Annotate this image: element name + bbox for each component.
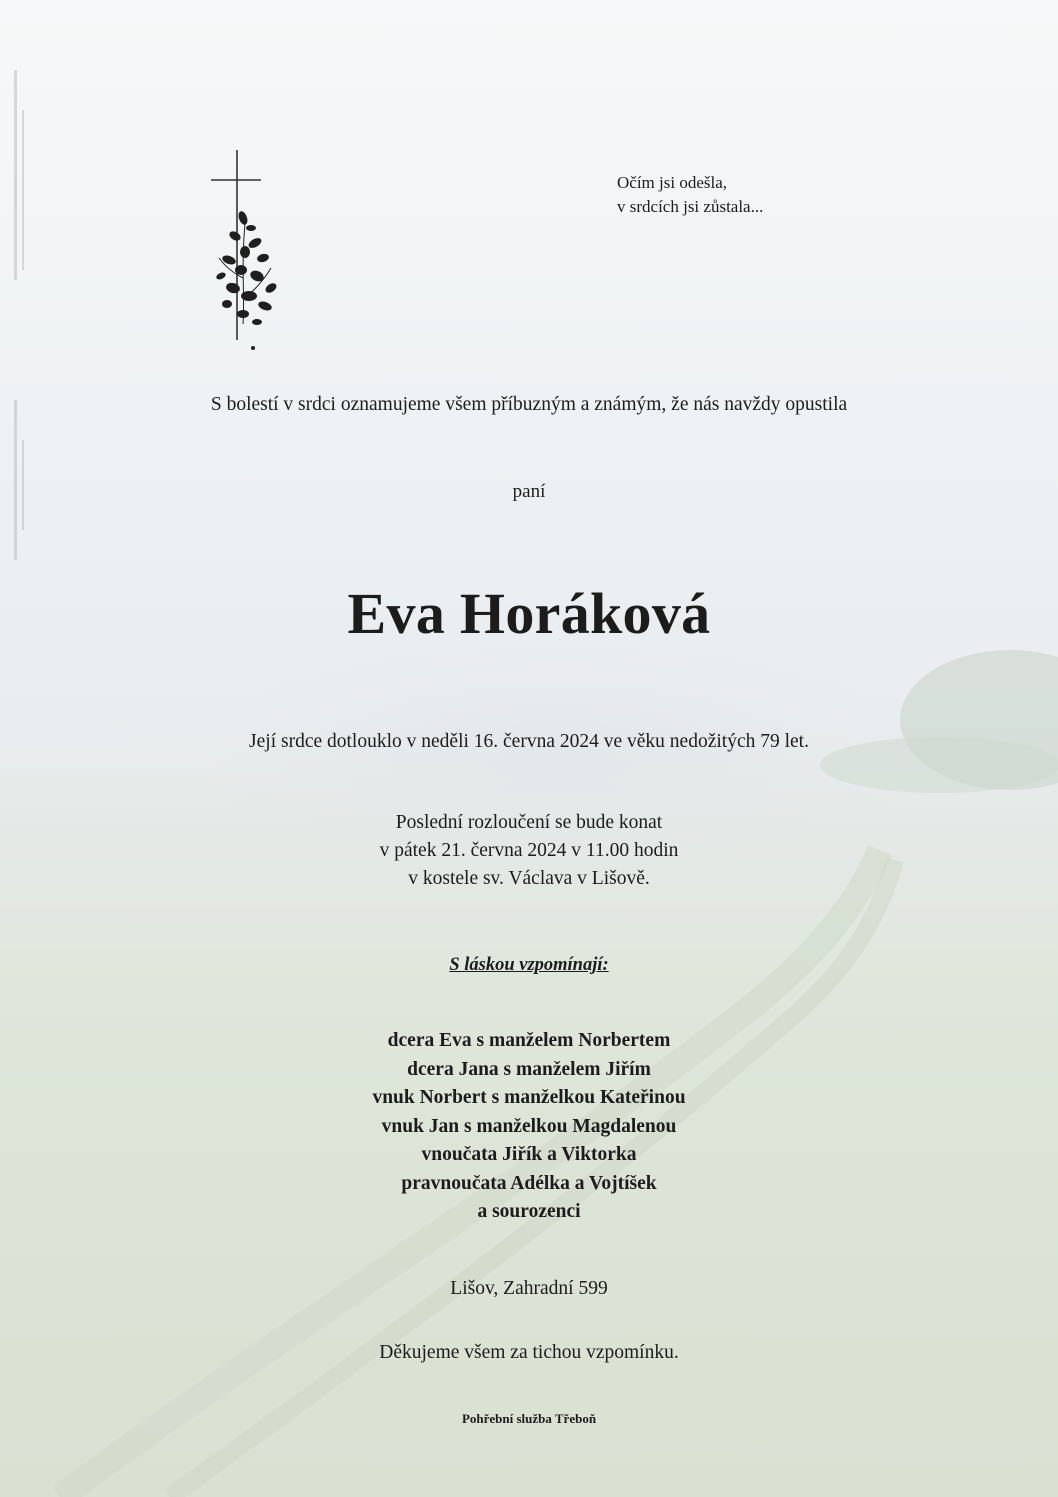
mourner-line: vnuk Jan s manželkou Magdalenou bbox=[381, 1115, 677, 1137]
mourner-line: dcera Jana s manželem Jiřím bbox=[407, 1058, 651, 1080]
motto-line-2: v srdcích jsi zůstala... bbox=[617, 197, 764, 216]
announcement-intro: S bolestí v srdci oznamujeme všem příbuzným a známým, že nás navždy opustila bbox=[210, 394, 848, 415]
mourner-line: vnuk Norbert s manželkou Kateřinou bbox=[372, 1087, 686, 1108]
funeral-service-footer: Pohřební služba Třeboň bbox=[461, 1411, 597, 1426]
mourners-heading: S láskou vzpomínají: bbox=[449, 955, 609, 975]
farewell-line: v kostele sv. Václava v Lišově. bbox=[408, 868, 650, 889]
address: Lišov, Zahradní 599 bbox=[450, 1278, 608, 1299]
honorific: paní bbox=[512, 481, 546, 502]
motto bbox=[617, 171, 763, 219]
mourner-line: vnoučata Jiřík a Viktorka bbox=[421, 1144, 637, 1165]
mourner-line: dcera Eva s manželem Norbertem bbox=[387, 1030, 671, 1051]
farewell-details bbox=[0, 809, 1058, 893]
deceased-name: Eva Horáková bbox=[347, 581, 711, 646]
cross-with-flowers-icon bbox=[205, 148, 295, 358]
death-notice: Její srdce dotlouklo v neděli 16. června 2024 ve věku nedožitých 79 let. bbox=[249, 731, 809, 752]
farewell-line: Poslední rozloučení se bude konat bbox=[395, 812, 663, 833]
mourners-list bbox=[0, 1027, 1058, 1227]
mourner-line: a sourozenci bbox=[477, 1201, 581, 1222]
farewell-line: v pátek 21. června 2024 v 11.00 hodin bbox=[379, 840, 679, 861]
thanks-line: Děkujeme všem za tichou vzpomínku. bbox=[379, 1342, 679, 1363]
mourner-line: pravnoučata Adélka a Vojtíšek bbox=[401, 1172, 657, 1194]
motto-line-1: Očím jsi odešla, bbox=[617, 173, 728, 192]
